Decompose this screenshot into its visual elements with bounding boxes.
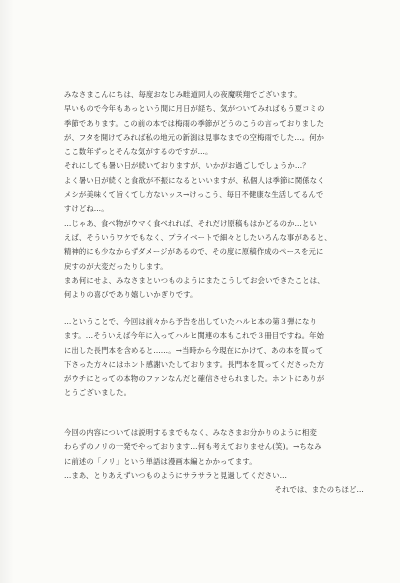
text-line: 精神的にも少なからずダメージがあるので、その度に原稿作成のペースを元に [64,247,324,257]
text-line: が、フタを開けてみれば私の地元の新潟は見事なまでの空梅雨でした…。何か [64,132,325,142]
text-line: みなさまこんにちは、毎度おなじみ畦道同人の夜魔咲翔でございます。 [64,90,302,99]
text-line: まあ何にせよ、みなさまといつものようにまたこうしてお会いできたことは、 [64,275,325,285]
text-line: 季節であります。この前の本では梅雨の季節がどうのこうの言っておりました [64,118,325,128]
text-line: 戻すのが大変だったりします。 [64,261,168,271]
text-line: わらずのノリの一発でやっております…何も考えておりません(笑)。→ちなみ [64,442,322,452]
paragraph-haruhi-book [64,315,364,401]
text-line: それにしても暑い日が続いておりますが、いかがお過ごしでしょうか…？ [64,161,310,171]
text-line: 下さった方々にはホント感謝いたしております。長門本を買ってくださった方 [64,359,325,369]
text-line: 何よりの喜びであり嬉しいかぎりです。 [64,290,198,300]
closing-line: それでは、またのちほど… [274,485,364,495]
text-line: すけどね…。 [64,204,109,214]
paragraph-greeting [64,88,364,302]
text-line: メシが美味くて旨くてし方ないッス→けっこう、毎日不健康な生活してるんで [64,190,324,200]
text-line: に出した長門本を含めると……。→当時から今現在にかけて、あの本を買って [64,345,324,355]
text-line: に前述の「ノリ」という単語は漫画本編とかかってます。 [64,456,257,466]
text-line: …ということで、今回は前々から予告を出していたハルヒ本の第３弾になり [64,317,318,326]
text-line: 今回の内容については説明するまでもなく、みなさまお分かりのように相変 [64,428,317,437]
text-line: がウチにとっての本物のファンなんだと確信させられました。ホントにありが [64,374,325,384]
text-line: とうございました。 [64,388,132,398]
text-line: 早いもので今年もあっという間に月日が経ち、気がついてみればもう夏コミの [64,104,325,114]
text-line: ここ数年ずっとそんな気がするのですが…。 [64,147,213,157]
paragraph-contents [64,426,364,497]
text-line: よく暑い日が続くと食欲が不振になるといいますが、私個人は季節に関係なく [64,175,325,185]
text-line: …まあ、とりあえずいつものようにサラサラと見過してください… [64,470,288,480]
text-line: えば、そういうワケでもなく、プライベートで細々としたいろんな事があると、 [64,232,332,242]
text-line: …じゃあ、食べ物がウマく食べれれば、それだけ原稿もはかどるのか…とい [64,218,317,228]
text-line: ます。…そういえば今年に入ってハルヒ関連の本もこれで３冊目ですね。年始 [64,331,325,341]
